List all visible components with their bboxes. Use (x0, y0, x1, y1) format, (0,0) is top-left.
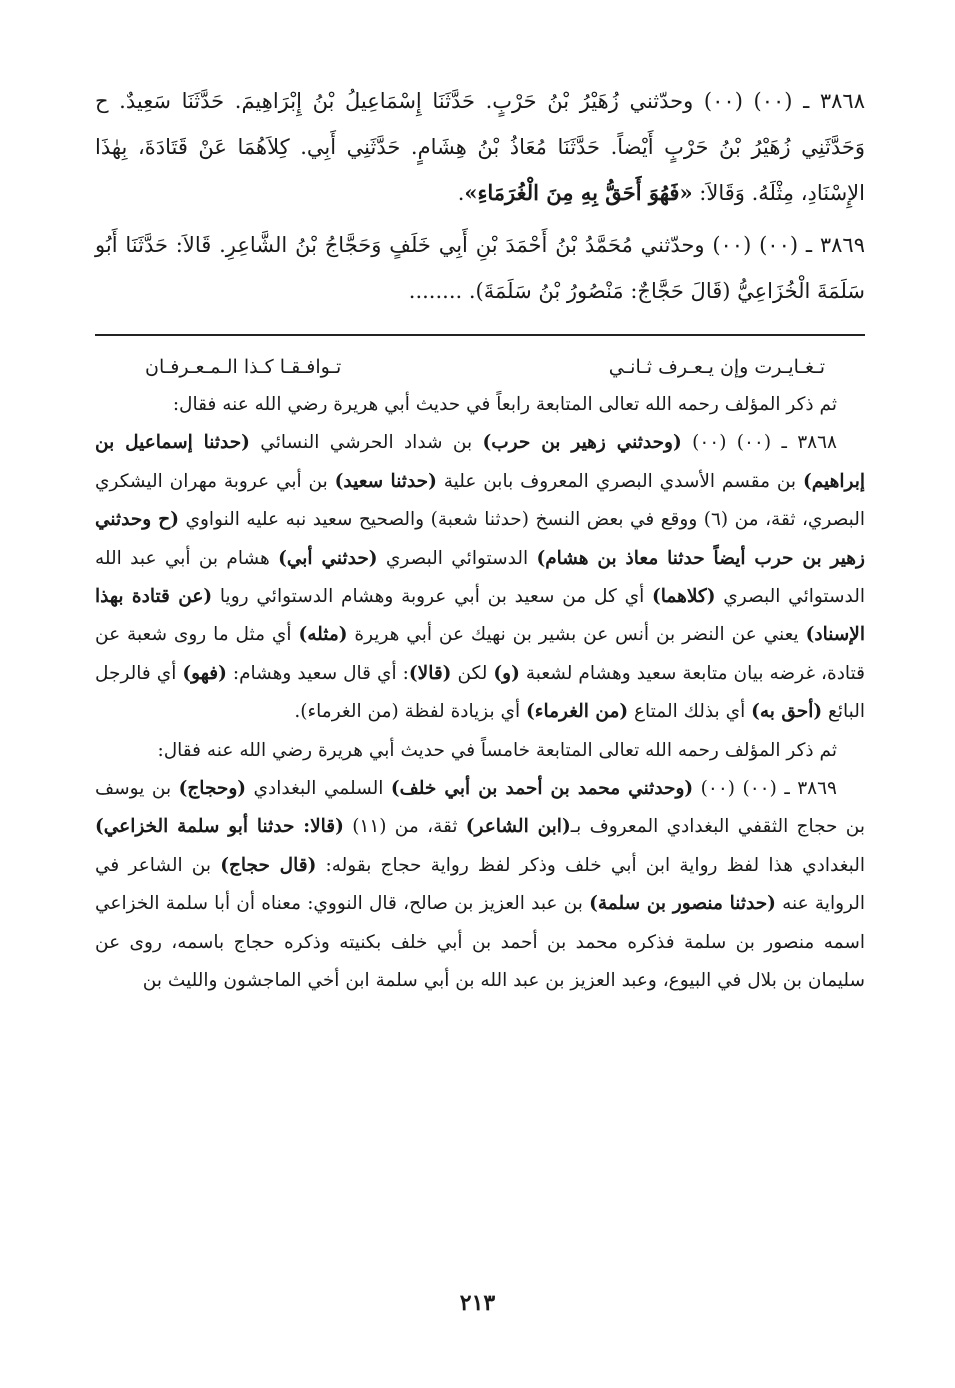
hadith-quote: «فَهُوَ أَحَقُّ بِهِ مِنَ الْغُرَمَاءِ» (464, 180, 693, 205)
hadith-end: . (457, 181, 465, 205)
commentary-text: أي مثل ما روى شعبة عن قتادة، غرضه بيان متابعة سعيد وهشام لشعبة (95, 624, 865, 684)
commentary-text: لكن (451, 662, 494, 684)
bold-phrase: (عن قتادة بهذا الإسناد) (95, 586, 865, 646)
commentary-text: أي بزيادة لفظة (من الغرماء). (294, 701, 527, 723)
bold-phrase: (ابن الشاعر) (465, 816, 571, 838)
hadith-body: وحدّثني زُهَيْرُ بْنُ حَرْبٍ. حَدَّثَنَا إِسْمَاعِيلُ بْنُ إِبْرَاهِيمَ. حَدَّثَنَا سَعِيدٌ. ح وَحَدَّثَنِي زُهَيْرُ بْنُ حَرْبٍ أَيْضاً. حَدَّثَنَا مُعَاذُ بْنُ هِشَامٍ. حَدَّثَنِي أَبِي. كِلاَهُمَا عَنْ قَتَادَةَ، بِهٰذَا الإِسْنَادِ، مِثْلَهُ. وَقَالاَ: (95, 89, 865, 205)
bold-phrase: (و) (493, 662, 520, 684)
commentary-text: : أي قال سعيد وهشام: (226, 662, 409, 684)
commentary-text: بن الشاعر في الرواية عنه (95, 854, 866, 915)
hadith-3868 (95, 78, 865, 216)
commentary-intro: ثم ذكر المؤلف رحمه الله تعالى المتابعة خامساً في حديث أبي هريرة رضي الله عنه فقال: (157, 739, 837, 761)
bold-phrase: (من الغرماء) (526, 701, 629, 723)
bold-phrase: (فهو) (182, 662, 227, 684)
commentary-text: بن يوسف بن حجاج الثقفي البغدادي المعروف بـ (95, 778, 865, 838)
bold-phrase: (ح وحدثني زهير بن حرب أيضاً حدثنا معاذ بن هشام) (95, 509, 865, 569)
commentary-text: يعني عن النضر بن أنس عن بشير بن نهيك عن أبي هريرة (347, 624, 806, 646)
hadith-number: ٣٨٦٩ ـ (٠٠) (٠٠) (700, 778, 837, 800)
commentary (95, 386, 865, 1001)
commentary-text: بن عبد العزيز بن صالح، قال النووي: معناه أن أبا سلمة الخزاعي اسمه منصور بن سلمة فذكره محمد بن أحمد بن أبي خلف بكنيته وذكره حجاج باسمه، روى عن سليمان بن بلال في البيوع، وعبد العزيز بن عبد الله بن أبي سلمة ابن أخي الماجشون والليث بن (95, 893, 865, 992)
hadith-text (95, 78, 865, 314)
bold-phrase: (وحجاج) (178, 778, 247, 800)
bold-phrase: (قالا: حدثنا أبو سلمة الخزاعي) (95, 816, 344, 838)
bold-phrase: (حدثنا سعيد) (334, 470, 437, 492)
hadith-body: وحدّثني مُحَمَّدُ بْنُ أَحْمَدَ بْنِ أَبِي خَلَفٍ وَحَجَّاجُ بْنُ الشَّاعِرِ. قَالاَ: حَدَّثَنَا أَبُو سَلَمَةَ الْخُزَاعِيُّ (قَالَ حَجَّاجٌ: مَنْصُورُ بْنُ سَلَمَةَ). ........ (95, 233, 865, 303)
bold-phrase: (أحق به) (751, 701, 823, 723)
commentary-3868 (95, 424, 865, 731)
poem-verse (95, 348, 865, 386)
commentary-text: بن شداد الحرشي النسائي (249, 432, 483, 454)
bold-phrase: (حدثنا منصور بن سلمة) (589, 893, 776, 915)
commentary-text: السلمي البغدادي (246, 778, 391, 800)
commentary-text: هشام بن أبي عبد الله الدستوائي البصري (95, 547, 866, 608)
commentary-text: بن أبي عروبة مهران اليشكري البصري، ثقة، من (٦) ووقع في بعض النسخ (حدثنا شعبة) والصحيح سعيد نبه عليه النواوي (95, 470, 866, 531)
commentary-text: البغدادي هذا لفظ رواية ابن أبي خلف وذكر لفظ رواية حجاج بقوله: (316, 854, 865, 876)
bold-phrase: (حدثني أبي) (278, 547, 378, 569)
commentary-text: ثقة، من (١١) (343, 816, 466, 838)
hadith-number: ٣٨٦٨ ـ (٠٠) (٠٠) (703, 89, 865, 113)
bold-phrase: (حدثنا إسماعيل بن إبراهيم) (95, 432, 865, 492)
verse-right-hemistich: تـغـايـرت وإن يـعـرف ثـانـي (608, 356, 825, 378)
bold-phrase: (وحدثني زهير بن حرب) (482, 432, 682, 454)
verse-left-hemistich: تـوافـقـا كـذا الـمـعـرفـان (145, 356, 342, 378)
bold-phrase: (وحدثني محمد بن أحمد بن أبي خلف) (390, 778, 694, 800)
commentary-text: أي كل من سعيد بن أبي عروبة وهشام الدستوائي رويا (212, 586, 653, 608)
hadith-number: ٣٨٦٩ ـ (٠٠) (٠٠) (712, 233, 865, 257)
commentary-3869 (95, 770, 865, 1000)
commentary-text: أي فالرجل البائع (95, 662, 865, 723)
commentary-text: أي بذلك المتاع (628, 701, 752, 723)
section-divider (95, 334, 865, 336)
hadith-number: ٣٨٦٨ ـ (٠٠) (٠٠) (692, 432, 837, 454)
commentary-intro: ثم ذكر المؤلف رحمه الله تعالى المتابعة رابعاً في حديث أبي هريرة رضي الله عنه فقال: (172, 394, 837, 415)
commentary-text: الدستوائي البصري (377, 547, 537, 569)
bold-phrase: (قال حجاج) (220, 854, 317, 876)
bold-phrase: (مثله) (298, 624, 348, 646)
bold-phrase: (كلاهما) (652, 586, 716, 608)
bold-phrase: (قالا) (408, 662, 452, 684)
page-number: ٢١٣ (459, 1290, 496, 1316)
hadith-3869 (95, 222, 865, 314)
commentary-text: بن مقسم الأسدي البصري المعروف بابن علية (436, 470, 803, 492)
